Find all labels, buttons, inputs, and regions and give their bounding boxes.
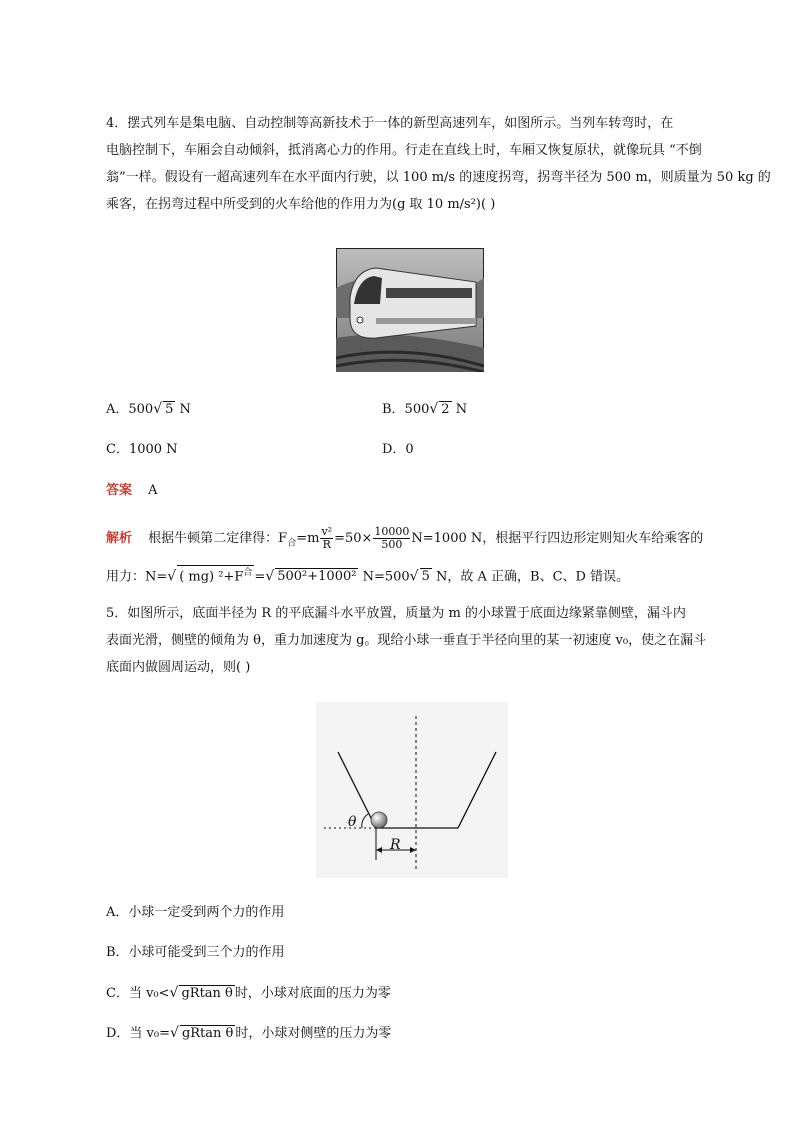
- funnel-diagram: [316, 702, 508, 878]
- q4-stem-line1: 4．摆式列车是集电脑、自动控制等高新技术于一体的新型高速列车，如图所示。当列车转弯时，在: [106, 116, 674, 131]
- q4-analysis-line1: 解析 根据牛顿第二定律得：$F_合=m$ $\frac{\text{v²}}{R}$ =50× $\frac{10000}{500}$ N=1000 N，根据平行四边形定则知火车给乘客的: [106, 525, 704, 551]
- q4-stem-line4: 乘客，在拐弯过程中所受到的火车给他的作用力为(g 取 10 m/s²)( ): [106, 197, 496, 212]
- ball: [371, 812, 387, 828]
- q4-option-d: D．0: [382, 442, 414, 457]
- q5-option-b: B．小球可能受到三个力的作用: [106, 945, 285, 960]
- q4-stem-line3: 翁”一样。假设有一超高速列车在水平面内行驶，以 100 m/s 的速度拐弯，拐弯半径为 500 m，则质量为 50 kg 的: [106, 170, 771, 185]
- q5-stem-line3: 底面内做圆周运动，则( ): [106, 660, 251, 675]
- q5-option-d: D．当 v₀=√ gRtan θ 时，小球对侧壁的压力为零: [106, 1025, 392, 1041]
- answer-value: A: [148, 483, 158, 498]
- r-label: R: [390, 837, 401, 853]
- theta-label: θ: [348, 814, 357, 830]
- analysis-label: 解析: [106, 531, 133, 546]
- q5-stem-line2: 表面光滑，侧壁的倾角为 θ，重力加速度为 g。现给小球一垂直于半径向里的某一初速度 v₀，使之在漏斗: [106, 633, 707, 648]
- q4-option-c: C．1000 N: [106, 442, 178, 457]
- q5-stem-line1: 5．如图所示，底面半径为 R 的平底漏斗水平放置，质量为 m 的小球置于底面边缘紧靠侧壁，漏斗内: [106, 606, 686, 621]
- train-photo-image: [336, 248, 484, 372]
- q5-option-c: C．当 v₀<√ gRtan θ 时，小球对底面的压力为零: [106, 985, 391, 1001]
- q4-stem-line2: 电脑控制下，车厢会自动倾斜，抵消离心力的作用。行走在直线上时，车厢又恢复原状，就像玩具 “不倒: [106, 143, 702, 158]
- q4-option-a: A．500√ 5 N: [106, 401, 191, 417]
- q4-answer: [106, 481, 158, 501]
- q4-analysis-line2: 用力：N=√ ( mg) $^2+F^合$ =√ 500²+1000² N=500√ 5 N，故 A 正确，B、C、D 错误。: [106, 565, 629, 587]
- answer-label: 答案: [106, 483, 133, 498]
- funnel-diagram-svg: [316, 702, 508, 878]
- q4-option-b: B．500√ 2 N: [382, 401, 468, 417]
- q5-option-a: A．小球一定受到两个力的作用: [106, 905, 285, 920]
- train-photo: [336, 248, 484, 372]
